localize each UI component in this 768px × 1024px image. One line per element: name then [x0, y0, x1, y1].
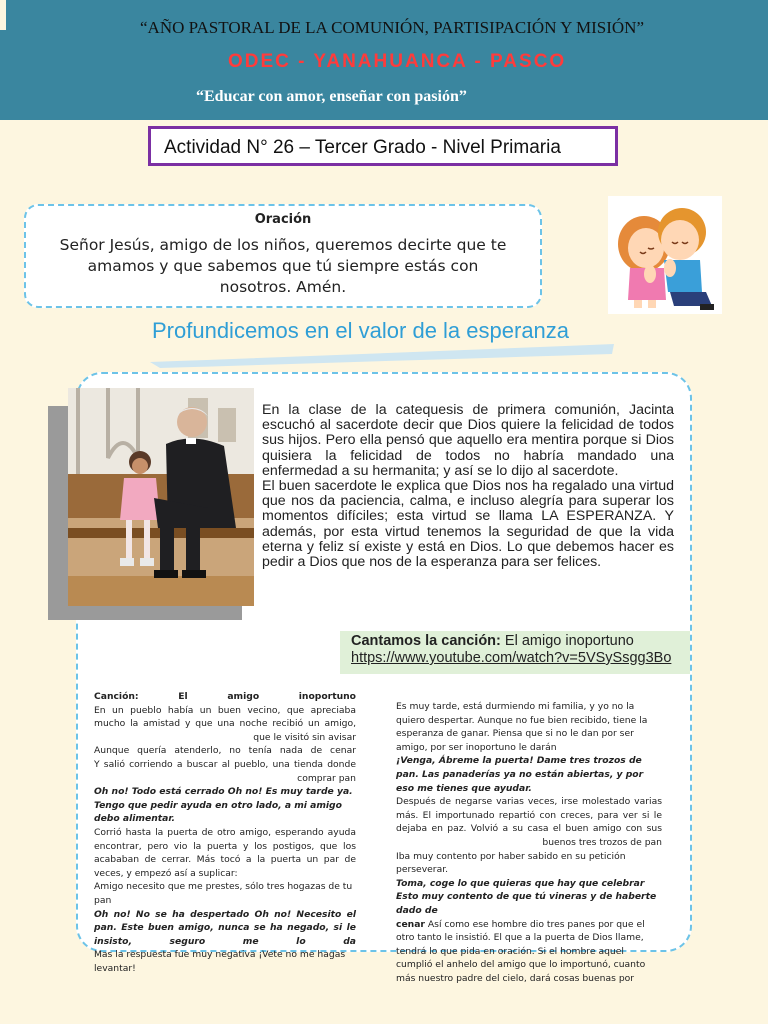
song-label: Cantamos la canción: — [351, 633, 501, 649]
story-paragraph-2: El buen sacerdote le explica que Dios nos ha regalado una virtud que nos da paciencia, calma, e incluso alegría para superar los momentos difíciles; esta virtud se llama LA ESPERANZA. Y además, por esta virtud tenemos la seguridad de que la vida eterna y feliz sí existe y está en Dios. Lo que debemos hacer es pedir a Dios que nos de la esperanza para ser felices. — [262, 478, 674, 571]
lyrics-right-column — [396, 700, 662, 985]
banner-corner — [0, 0, 6, 30]
lyrics-left-line-0 — [94, 690, 356, 704]
prayer-text: Señor Jesús, amigo de los niños, queremos decirte que te amamos y que sabemos que tú siempre estás con nosotros. Amén. — [59, 236, 507, 296]
song-name: El amigo inoportuno — [500, 633, 634, 649]
song-box — [340, 631, 690, 674]
song-title-line — [351, 633, 634, 649]
lyrics-cenar: cenar — [396, 918, 425, 930]
lyrics-left-line-3: Y salió corriendo a buscar al pueblo, una tienda donde comprar pan — [94, 758, 356, 784]
lyrics-left-column — [94, 690, 356, 975]
lyrics-right-line-1: ¡Venga, Ábreme la puerta! Dame tres trozos de pan. Las panaderías ya no están abiertas, y por eso me tienes que ayudar. — [396, 755, 644, 794]
lyrics-right-line-5 — [396, 918, 662, 986]
story-text — [262, 403, 674, 570]
story-paragraph-1: En la clase de la catequesis de primera comunión, Jacinta escuchó al sacerdote decir que Dios quiere la felicidad de todos sus hijos. Pero ella pensó que aquello era mentira porque si Dios quisiera la felicidad de todos no habría mandado una enfermedad a su hermanita; y así se lo dijo al sacerdote. — [262, 402, 674, 479]
lyrics-left-line-6: Amigo necesito que me prestes, sólo tres hogazas de tu pan — [94, 881, 353, 906]
lyrics-left-line-8: Mas la respuesta fue muy negativa ¡Vete no me hagas levantar! — [94, 949, 346, 974]
lyrics-left-line-5: Corrió hasta la puerta de otro amigo, esperando ayuda encontrar, pero vio la puerta y los postigos, que los acababan de cerrar. Más tocó a la puerta un par de veces, y empezó así a suplicar: — [94, 826, 356, 879]
organization-name: ODEC - YANAHUANCA - PASCO — [228, 51, 567, 72]
lyrics-closing: Así como ese hombre dio tres panes por que el otro tanto le insistió. El que a la puerta de Dios llame, tendrá lo que pida en oración. Si el hombre aquel cumplió el anhelo del amigo que lo importunó, cuanto más nuestro padre del cielo, dará cosas buenas por — [396, 918, 646, 984]
lyrics-right-line-2: Después de negarse varias veces, irse molestado varias más. El importunado repartió con creces, para ver si le dejaba en paz. Volvió a su casa el buen amigo con sus buenos tres trozos de pan — [396, 796, 662, 848]
slogan: “Educar con amor, enseñar con pasión” — [196, 88, 467, 105]
prayer-title: Oración — [254, 212, 312, 227]
section-heading — [0, 318, 768, 370]
pastoral-year-motto: “AÑO PASTORAL DE LA COMUNIÓN, PARTISIPACIÓN Y MISIÓN” — [140, 18, 644, 37]
prayer-box — [24, 204, 542, 308]
lyrics-left-line-4: Oh no! Todo está cerrado Oh no! Es muy tarde ya. Tengo que pedir ayuda en otro lado, a mi amigo debo alimentar. — [94, 786, 353, 825]
activity-title: Actividad N° 26 – Tercer Grado - Nivel Primaria — [148, 126, 618, 166]
lyrics-right-line-4: Toma, coge lo que quieras que hay que celebrar Esto muy contento de que tú vineras y de haberte dado de — [396, 877, 657, 916]
section-title: Profundicemos en el valor de la esperanza — [152, 318, 570, 343]
praying-children-illustration — [608, 196, 722, 314]
lyrics-left-line-7: Oh no! No se ha despertado Oh no! Necesito el pan. Este buen amigo, nunca se ha negado, si le insisto, seguro me lo da — [94, 908, 356, 947]
lyrics-left-line-2: Aunque quería atenderlo, no tenía nada de cenar — [94, 745, 356, 757]
lyrics-right-line-3: Iba muy contento por haber sabido en su petición perseverar. — [396, 850, 626, 876]
priest-and-girl-photo — [68, 388, 254, 606]
header-banner — [0, 0, 768, 120]
song-link[interactable]: https://www.youtube.com/watch?v=5VSySsgg3Bo — [351, 650, 672, 666]
lyrics-right-line-0: Es muy tarde, está durmiendo mi familia, y yo no la quiero despertar. Aunque no fue bien recibido, tiene la esperanza de ganar. Piensa que si no le dan por ser amigo, por ser inoportuno le darán — [396, 701, 648, 753]
lyrics-heading: Canción: El amigo inoportuno — [94, 691, 356, 702]
lyrics-left-line-1: En un pueblo había un buen vecino, que apreciaba mucho la amistad y que una noche recibió un amigo, que le visitó sin avisar — [94, 704, 356, 743]
